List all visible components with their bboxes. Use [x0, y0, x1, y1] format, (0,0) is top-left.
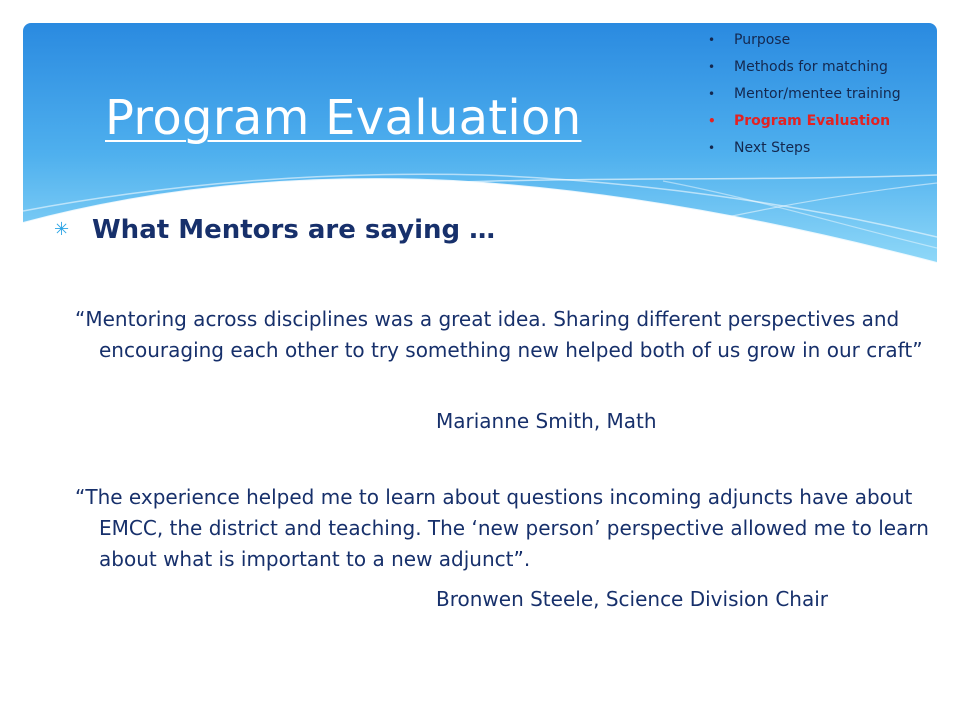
- mentor-quote: “The experience helped me to learn about questions incoming adjuncts have about EMCC, the district and teaching. The ‘new person’ perspective allowed me to learn about what is important to a new adjunct”.: [75, 485, 929, 571]
- agenda-item-program-evaluation[interactable]: [708, 111, 901, 138]
- agenda-item-training[interactable]: [708, 84, 901, 111]
- agenda-item-label: Methods for matching: [734, 59, 888, 75]
- agenda-item-label: Program Evaluation: [734, 113, 891, 129]
- bullet-icon: •: [708, 87, 716, 101]
- section-heading-text: What Mentors are saying …: [92, 215, 496, 245]
- quote-attribution: Bronwen Steele, Science Division Chair: [436, 587, 828, 611]
- quote-attribution: Marianne Smith, Math: [436, 409, 657, 433]
- agenda-item-label: Purpose: [734, 32, 791, 48]
- section-heading: [54, 210, 914, 250]
- agenda-item-methods[interactable]: [708, 57, 901, 84]
- mentor-quote: “Mentoring across disciplines was a great idea. Sharing different perspectives and encouraging each other to try something new helped both of us grow in our craft”: [75, 307, 923, 362]
- bullet-icon: •: [708, 33, 716, 47]
- bullet-icon: •: [708, 60, 716, 74]
- asterisk-star-icon: ✳: [54, 219, 70, 240]
- agenda-item-purpose[interactable]: [708, 30, 901, 57]
- agenda-item-next-steps[interactable]: [708, 138, 901, 165]
- slide-content: [54, 210, 929, 611]
- slide-title: Program Evaluation: [105, 90, 582, 146]
- agenda-list: [708, 30, 901, 165]
- agenda-item-label: Mentor/mentee training: [734, 86, 901, 102]
- bullet-icon: •: [708, 141, 716, 155]
- bullet-icon: •: [708, 114, 716, 128]
- agenda-item-label: Next Steps: [734, 140, 811, 156]
